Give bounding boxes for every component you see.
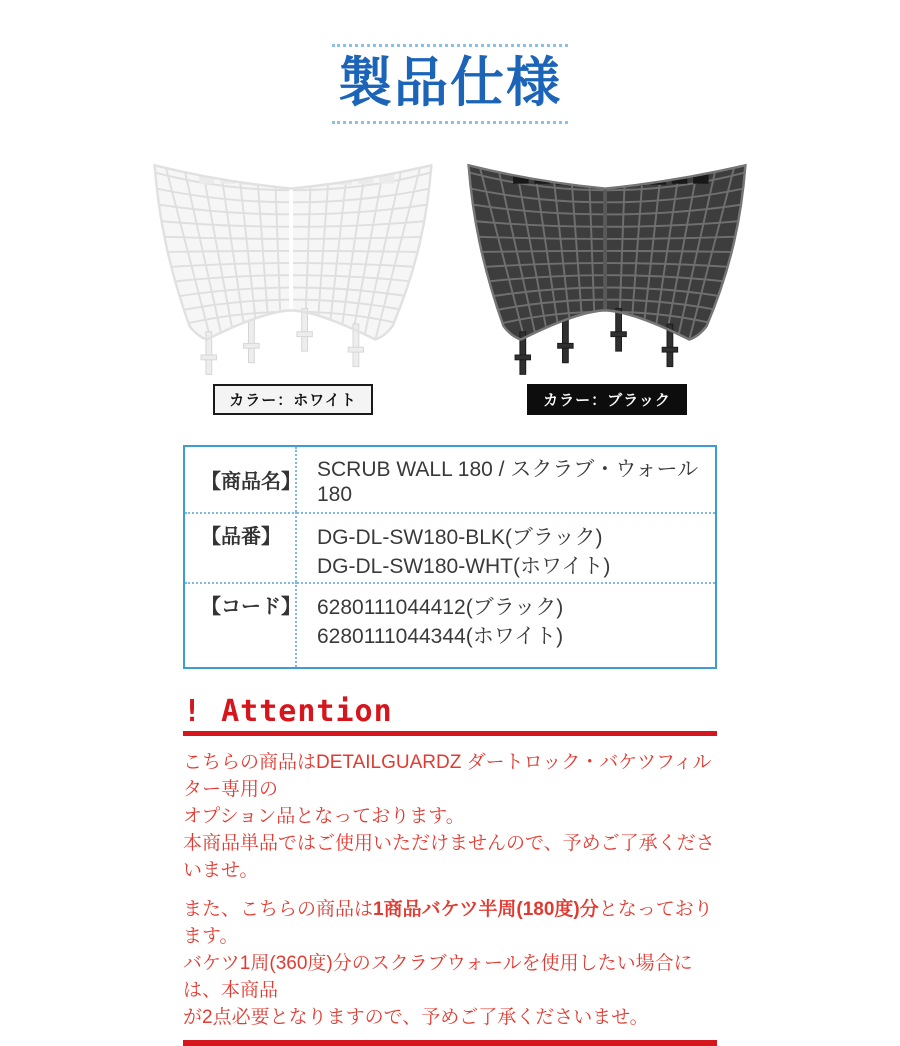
spec-value-part-number [297,512,715,582]
attention-p1-line3: 本商品単品ではご使用いただけませんので、予めご了承くださいませ。 [183,833,715,881]
product-black [456,144,758,415]
attention-paragraph-2 [183,896,717,1031]
attention-p2-line1: また、こちらの商品は1商品バケツ半周(180度)分となっております。 [183,899,713,947]
part-number-black: DG-DL-SW180-BLK(ブラック) [317,526,603,549]
spec-label-product-name: 【商品名】 [185,447,297,512]
scrub-wall-white-image [143,144,443,386]
color-label-white: カラー：ホワイト [213,384,373,415]
code-white: 6280111044344(ホワイト) [317,625,564,648]
part-number-white: DG-DL-SW180-WHT(ホワイト) [317,555,611,578]
attention-underline [183,731,717,736]
attention-heading: ! Attention [183,694,393,729]
product-spec-page [0,44,900,1028]
scrub-wall-black-image [457,144,757,386]
page-title: 製品仕様 [338,53,562,113]
spec-label-part-number: 【品番】 [185,512,297,582]
product-white [142,144,444,415]
attention-p1-line1: こちらの商品はDETAILGUARDZ ダートロック・バケツフィルター専用の [183,752,712,800]
spec-value-code [297,582,715,667]
attention-p2-line2: バケツ1周(360度)分のスクラブウォールを使用したい場合には、本商品 [183,953,693,1001]
spec-label-code: 【コード】 [185,582,297,667]
attention-bold-text: 1商品バケツ半周(180度)分 [373,899,599,920]
spec-value-product-name: SCRUB WALL 180 / スクラブ・ウォール180 [317,457,699,506]
attention-p1-line2: オプション品となっております。 [183,806,465,827]
code-black: 6280111044412(ブラック) [317,596,564,619]
spec-table [183,445,717,669]
bottom-rule [183,1040,717,1046]
page-title-block [332,44,568,124]
color-label-black: カラー：ブラック [527,384,687,415]
attention-paragraph-1 [183,749,717,884]
attention-p2-line3: が2点必要となりますので、予めご了承くださいませ。 [183,1007,649,1028]
product-images-row [0,144,900,415]
attention-section [183,696,717,1046]
